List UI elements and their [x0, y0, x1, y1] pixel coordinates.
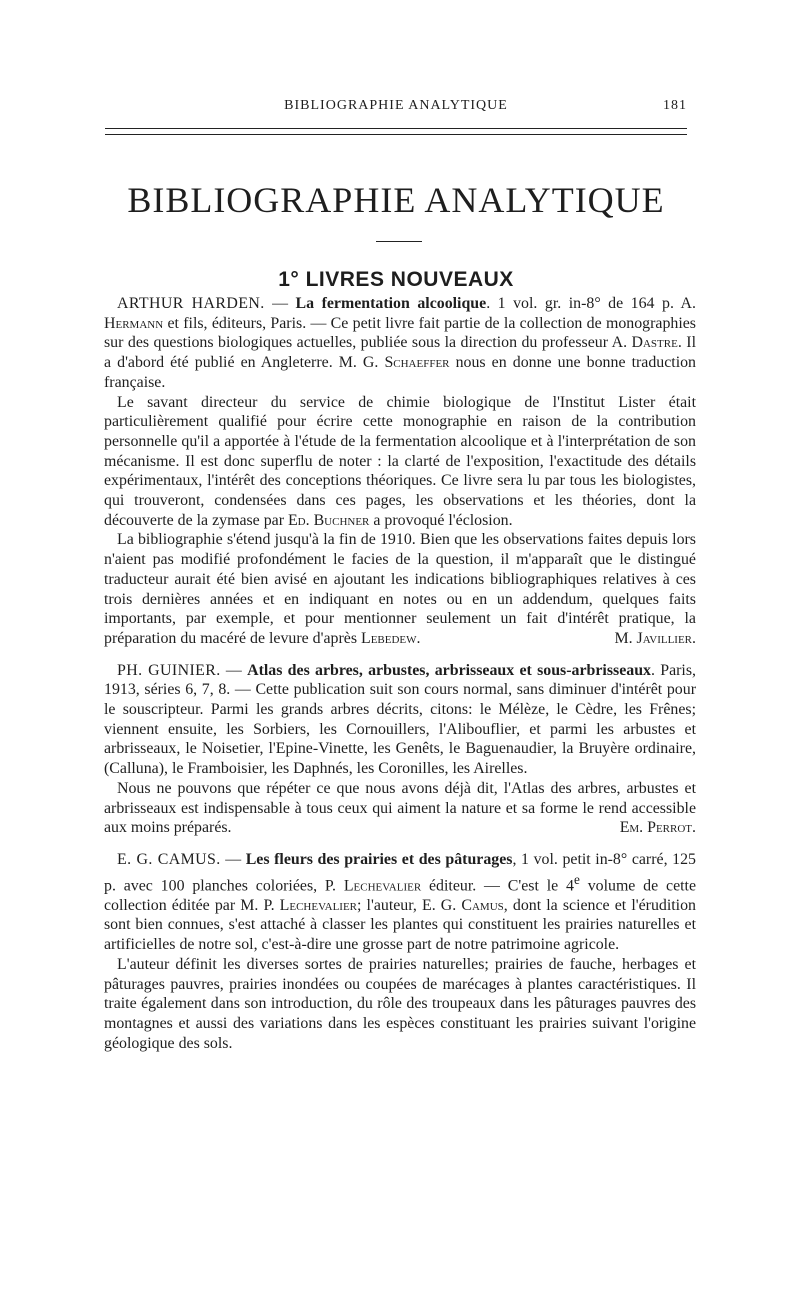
- header-rule-top: [105, 128, 687, 129]
- review-guinier: [104, 661, 696, 838]
- reviewer-signature: Em. Perrot.: [619, 819, 696, 837]
- text: ; l'auteur, E. G.: [357, 896, 462, 914]
- text: volume de cette collection éditée par M. P.: [104, 876, 697, 914]
- person-name: Lebedew: [360, 629, 417, 647]
- review-author: PH. GUINIER.: [117, 661, 221, 679]
- person-name: Lechevalier: [279, 896, 358, 914]
- text: L'auteur définit les diverses sortes de prairies naturelles; prairies de fauche, herbages et pâturages pauvres, prairies inondées ou coupées de marécages à plantes caractéristiques. Il traite également dans son introduction, du rôle des troupeaux dans les pâturages pauvres des montagnes et aussi des variations dans les espèces constituant les prairies suivant l'origine géologique des sols.: [104, 955, 696, 1052]
- text: . 1 vol. gr. in-8° de 164 p. A.: [486, 295, 696, 312]
- person-name: Camus: [461, 896, 504, 914]
- text: Le savant directeur du service de chimie biologique de l'Institut Lister était particulièrement qualifié pour écrire cette monographie en raison de la contribution personnelle qu'il a apportée à l'étude de la fermentation alcoolique et à l'interprétation de son mécanisme. Il est donc superflu de noter : la clarté de l'exposition, l'exactitude des détails expérimentaux, l'intérêt des conceptions théoriques. Ce livre sera lu par tous les biologistes, qui trouveront, condensées dans ces pages, les observations et les théories, dont la découverte de la zymase par: [104, 393, 696, 529]
- book-title: Atlas des arbres, arbustes, arbrisseaux et sous-arbrisseaux: [247, 661, 651, 679]
- publisher-name: Lechevalier: [343, 876, 422, 894]
- text: . Paris, 1913, séries 6, 7, 8. — Cette publication suit son cours normal, sans diminuer d'intérêt pour le souscripteur. Parmi les grands arbres décrits, citons: le Mélèze, le Cèdre, les Frênes; viennent ensuite, les Sorbiers, les Cornouillers, l'Alibouflier, et parmi les arbustes et arbrisseaux, le Noisetier, l'Epine-Vinette, les Genêts, le Baguenaudier, la Bruyère ordinaire, (Calluna), le Framboisier, les Daphnés, les Coronilles, les Airelles.: [104, 661, 696, 778]
- text: éditeur. — C'est le 4: [421, 876, 574, 894]
- person-name: Schaeffer: [384, 354, 450, 372]
- text: . Il a d'abord été publié en Angleterre. M. G.: [104, 334, 696, 372]
- text: a provoqué l'éclosion.: [369, 511, 513, 529]
- review-camus: [104, 850, 696, 1053]
- review-harden: [104, 294, 696, 649]
- text: et fils, éditeurs, Paris. — Ce petit livre fait partie de la collection de monographies sur des questions biologiques actuelles, publiée sous la direction du professeur A.: [104, 314, 696, 352]
- text: .: [416, 629, 421, 647]
- dash: —: [264, 295, 296, 312]
- text: La bibliographie s'étend jusqu'à la fin de 1910. Bien que les observations faites depuis lors n'aient pas modifié profondément le facies de la question, il m'apparaît que le distingué traducteur aurait été bien avisé en ajoutant les indications bibliographiques relatives à ces trois dernières années et en indiquant en notes ou en un addendum, quelques faits importants, par exemple, et pour mentionner seulement un fait d'intérêt pratique, la préparation du macéré de levure d'après: [104, 531, 696, 647]
- review-paragraph: [104, 955, 696, 1054]
- review-paragraph: [104, 530, 696, 648]
- book-title: Les fleurs des prairies et des pâturages: [245, 850, 513, 868]
- dash: —: [220, 661, 248, 679]
- review-lead-paragraph: [104, 850, 696, 955]
- review-paragraph: [104, 779, 696, 838]
- text: nous en donne une bonne traduction française.: [104, 354, 696, 391]
- review-lead-paragraph: [104, 294, 696, 393]
- article-body: [104, 294, 696, 1065]
- dash: —: [220, 850, 246, 868]
- review-author: ARTHUR HARDEN.: [117, 295, 265, 312]
- person-name: Ed. Buchner: [287, 511, 370, 529]
- book-title: La fermentation alcoolique: [295, 295, 487, 312]
- title-divider: [376, 241, 422, 242]
- review-author: E. G. CAMUS.: [117, 850, 221, 868]
- text: , 1 vol. petit in-8° carré, 125 p. avec 100 planches coloriées, P.: [104, 850, 696, 894]
- publisher-name: Hermann: [104, 314, 164, 332]
- review-lead-paragraph: [104, 661, 696, 779]
- text: , dont la science et l'érudition sont bien connues, s'est attaché à classer les plantes qui constituent les prairies naturelles et artificielles de notre sol, c'est-à-dire une grosse part de notre patrimoine agricole.: [104, 896, 696, 954]
- text: Nous ne pouvons que répéter ce que nous avons déjà dit, l'Atlas des arbres, arbustes et arbrisseaux est indispensable à tous ceux qui aiment la nature et sa forme le rend accessible aux moins préparés.: [104, 779, 696, 837]
- review-paragraph: [104, 393, 696, 531]
- page-title: BIBLIOGRAPHIE ANALYTIQUE: [127, 180, 665, 220]
- header-rule-bottom: [105, 134, 687, 135]
- page-number: 181: [663, 98, 687, 113]
- reviewer-signature: M. Javillier.: [614, 629, 696, 647]
- section-title: 1° LIVRES NOUVEAUX: [278, 268, 514, 291]
- running-title: BIBLIOGRAPHIE ANALYTIQUE: [284, 98, 508, 113]
- superscript: e: [573, 871, 580, 887]
- person-name: Dastre: [631, 334, 678, 352]
